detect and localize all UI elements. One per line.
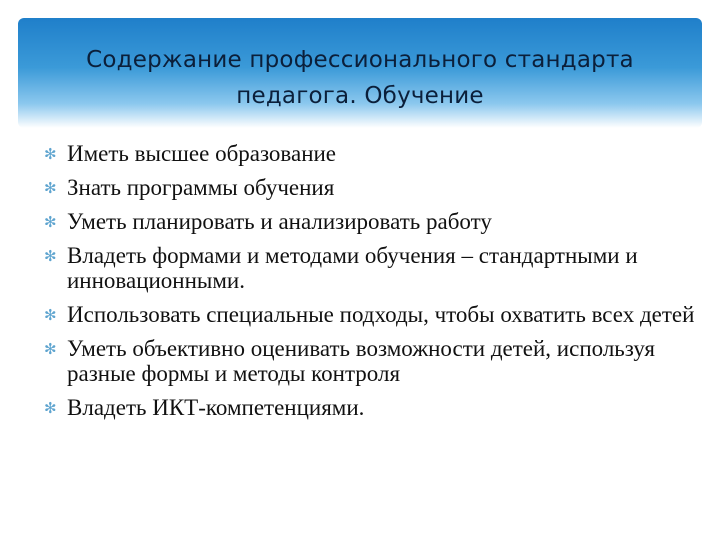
- asterisk-bullet-icon: ✻: [44, 179, 57, 197]
- bullet-text: Владеть ИКТ-компетенциями.: [67, 395, 365, 420]
- bullet-text: Владеть формами и методами обучения – стандартными и инновационными.: [67, 243, 638, 293]
- asterisk-bullet-icon: ✻: [44, 247, 57, 265]
- asterisk-bullet-icon: ✻: [44, 145, 57, 163]
- bullet-item: [0, 302, 720, 327]
- slide-title-line-2: педагога. Обучение: [236, 83, 484, 109]
- bullet-list: [0, 141, 720, 429]
- bullet-item: [0, 175, 720, 200]
- asterisk-bullet-icon: ✻: [44, 399, 57, 417]
- bullet-item: [0, 243, 720, 293]
- asterisk-bullet-icon: ✻: [44, 213, 57, 231]
- bullet-text: Уметь объективно оценивать возможности детей, используя разные формы и методы контроля: [67, 336, 655, 386]
- bullet-text: Использовать специальные подходы, чтобы охватить всех детей: [67, 302, 695, 327]
- slide-title-line-1: Содержание профессионального стандарта: [86, 47, 634, 73]
- bullet-text: Уметь планировать и анализировать работу: [67, 209, 492, 234]
- asterisk-bullet-icon: ✻: [44, 340, 57, 358]
- bullet-item: [0, 141, 720, 166]
- bullet-text: Знать программы обучения: [67, 175, 335, 200]
- bullet-text: Иметь высшее образование: [67, 141, 337, 166]
- slide-title: [18, 42, 702, 114]
- bullet-item: [0, 209, 720, 234]
- bullet-item: [0, 336, 720, 386]
- asterisk-bullet-icon: ✻: [44, 306, 57, 324]
- bullet-item: [0, 395, 720, 420]
